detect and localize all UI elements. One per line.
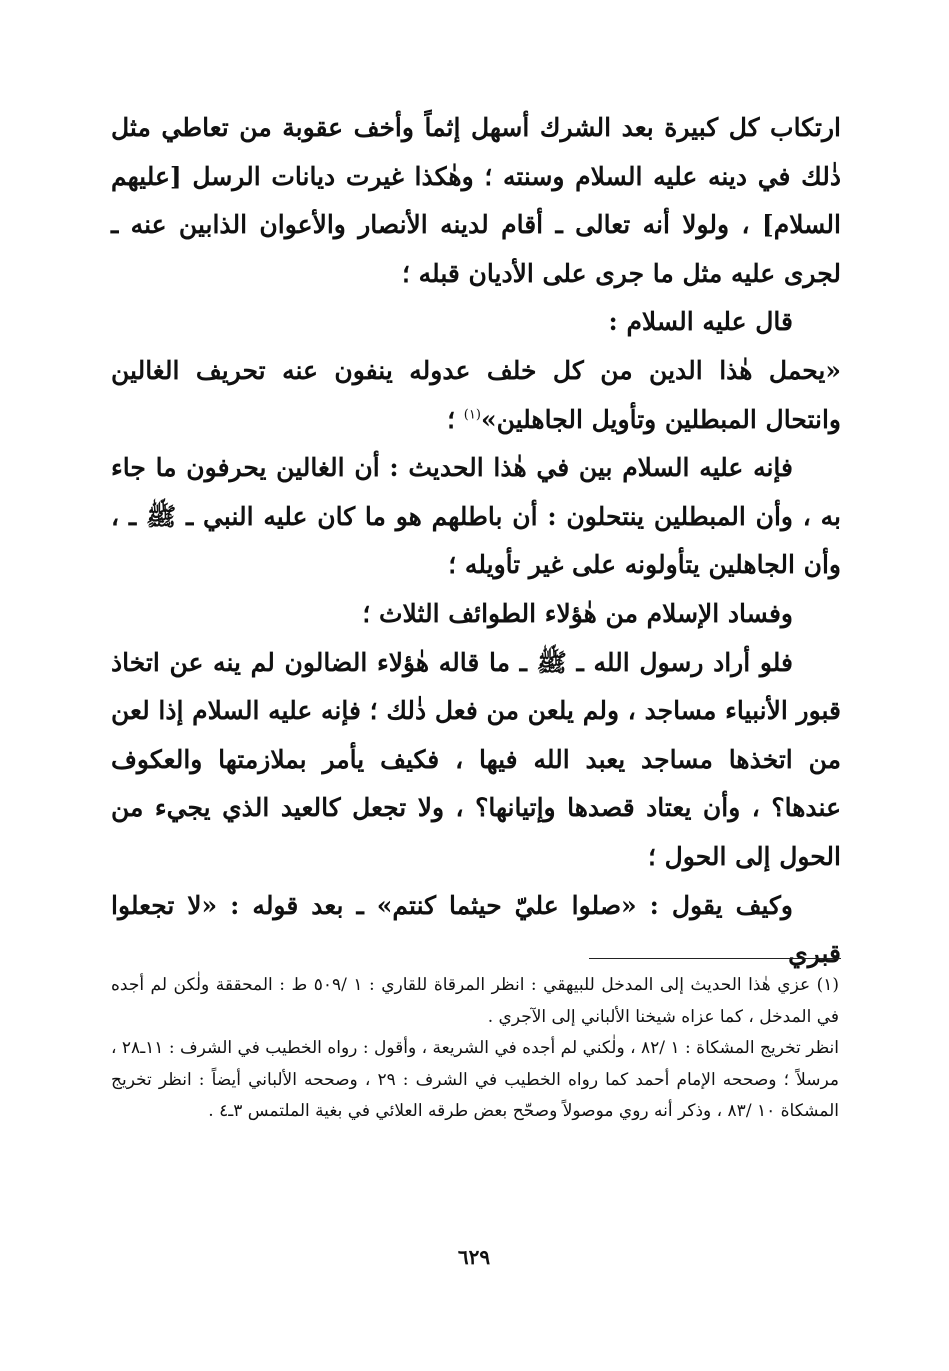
footnote-marker[interactable]: (١) <box>463 407 481 423</box>
paragraph-3-end: ؛ <box>447 404 464 434</box>
paragraph-6: فلو أراد رسول الله ـ ﷺ ـ ما قاله هٰؤلاء الضالون لم ينه عن اتخاذ قبور الأنبياء مساجد ، ولم يلعن من فعل ذٰلك ؛ فإنه عليه السلام إذا لعن من اتخذها مساجد يعبد الله فيها ، فكيف يأمر بملازمتها والعكوف عندها؟ ، وأن يعتاد قصدها وإتيانها؟ ، ولا تجعل كالعيد الذي يجيء من الحول إلى الحول ؛ <box>111 647 841 871</box>
paragraph-1: ارتكاب كل كبيرة بعد الشرك أسهل إثماً وأخف عقوبة من تعاطي مثل ذٰلك في دينه عليه السلام وسنته ؛ وهٰكذا غيرت ديانات الرسل [عليهم السلام] ، ولولا أنه تعالى ـ أقام لدينه الأنصار والأعوان الذابين عنه ـ لجرى عليه مثل ما جرى على الأديان قبله ؛ <box>111 113 841 288</box>
main-text <box>111 104 841 979</box>
paragraph-7: وكيف يقول : «صلوا عليّ حيثما كنتم» ـ بعد قوله : «لا تجعلوا قبري <box>111 890 841 969</box>
footnote-1-continued: انظر تخريج المشكاة : ١ /٨٢ ، ولٰكني لم أجده في الشريعة ، وأقول : رواه الخطيب في الشرف : ١١ـ٢٨ ، مرسلاً ؛ وصححه الإمام أحمد كما رواه الخطيب في الشرف : ٢٩ ، وصححه الألباني أيضاً : انظر تخريج المشكاة ١٠ /٨٣ ، وذكر أنه روي موصولاً وصحّح بعض طرقه العلائي في بغية الملتمس ٣ـ٤ . <box>111 1038 839 1121</box>
footnotes <box>111 970 839 1128</box>
hadith-quote: «يحمل هٰذا الدين من كل خلف عدوله ينفون عنه تحريف الغالين وانتحال المبطلين وتأويل الجاهلين» <box>111 355 841 434</box>
paragraph-3 <box>111 347 841 444</box>
paragraph-5: وفساد الإسلام من هٰؤلاء الطوائف الثلاث ؛ <box>362 598 793 628</box>
footnote-1: (١) عزي هٰذا الحديث إلى المدخل للبيهقي : انظر المرقاة للقاري : ١ /٥٠٩ ط : المحققة ولٰكن لم أجده في المدخل ، كما عزاه شيخنا الألباني إلى الآجري . <box>111 975 839 1027</box>
paragraph-4: فإنه عليه السلام بين في هٰذا الحديث : أن الغالين يحرفون ما جاء به ، وأن المبطلين ينتحلون : أن باطلهم هو ما كان عليه النبي ـ ﷺ ـ ، وأن الجاهلين يتأولونه على غير تأويله ؛ <box>111 453 841 580</box>
footnote-divider <box>589 958 841 959</box>
page-number: ٦٢٩ <box>457 1245 491 1269</box>
paragraph-2: قال عليه السلام : <box>608 307 793 337</box>
